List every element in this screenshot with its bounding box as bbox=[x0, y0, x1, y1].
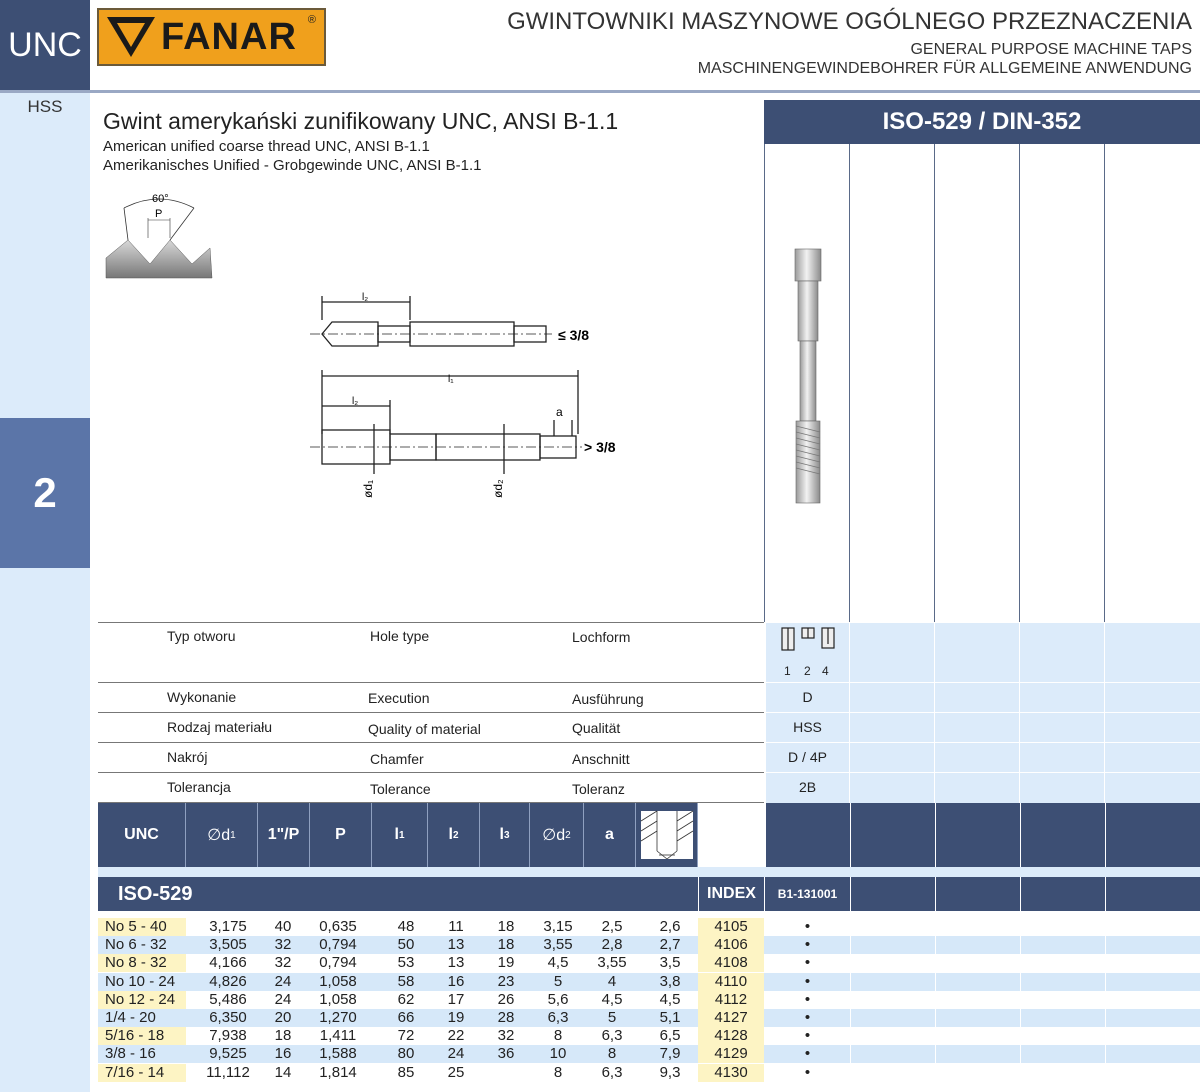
col-header-tpi: 1"/P bbox=[258, 803, 310, 867]
row-divider bbox=[1105, 1027, 1106, 1045]
cell-avail: • bbox=[804, 972, 811, 990]
cell-d2: 8 bbox=[553, 1027, 563, 1045]
row-divider bbox=[935, 1027, 936, 1045]
cell-a: 8 bbox=[607, 1045, 617, 1063]
small-tap-note: ≤ 3/8 bbox=[558, 327, 590, 343]
cell-l1: 72 bbox=[397, 1027, 415, 1045]
property-value: D bbox=[802, 689, 813, 705]
cell-avail: • bbox=[804, 990, 811, 1008]
column-divider bbox=[849, 144, 850, 622]
cell-tpi: 20 bbox=[274, 1009, 292, 1026]
cell-drill: 3,5 bbox=[659, 954, 681, 972]
standard-header: ISO-529 / DIN-352 bbox=[764, 100, 1200, 144]
cell-a: 4,5 bbox=[601, 990, 623, 1008]
row-divider bbox=[1020, 954, 1021, 972]
page-subtitle-de: MASCHINENGEWINDEBOHRER FÜR ALLGEMEINE ANWENDUNG bbox=[697, 60, 1192, 77]
col-header-l3: l 3 bbox=[480, 803, 530, 867]
cell-drill: 2,7 bbox=[659, 936, 681, 954]
hole-type-1: 1 bbox=[784, 664, 791, 678]
row-divider bbox=[850, 936, 851, 954]
cell-d1: 9,525 bbox=[209, 1045, 247, 1063]
page-title: GWINTOWNIKI MASZYNOWE OGÓLNEGO PRZEZNACZENIA bbox=[507, 8, 1192, 35]
header-cell bbox=[1105, 877, 1200, 911]
cell-d1: 6,350 bbox=[209, 1009, 247, 1026]
thread-profile-diagram bbox=[104, 188, 214, 280]
table-row bbox=[98, 918, 1200, 936]
cell-l3: 28 bbox=[497, 1009, 515, 1026]
cell-avail: • bbox=[804, 1045, 811, 1063]
cell-p: 0,794 bbox=[319, 936, 357, 954]
registered-mark: ® bbox=[307, 14, 316, 26]
row-divider bbox=[1105, 1009, 1106, 1027]
property-value: D / 4P bbox=[788, 749, 827, 765]
cell-l3: 36 bbox=[497, 1045, 515, 1063]
property-value: 2B bbox=[798, 779, 817, 795]
iso-standard-label: ISO-529 bbox=[98, 877, 698, 911]
property-label-de: Lochform bbox=[572, 629, 631, 645]
property-label-pl: Typ otworu bbox=[167, 628, 236, 644]
property-value: HSS bbox=[793, 719, 822, 735]
cell-index: 4106 bbox=[714, 936, 748, 954]
cell-drill: 7,9 bbox=[659, 1045, 681, 1063]
cell-l2: 22 bbox=[447, 1027, 465, 1045]
table-row bbox=[98, 1045, 1200, 1063]
cell-unc: 1/4 - 20 bbox=[105, 1009, 156, 1026]
cell-index: 4112 bbox=[714, 990, 748, 1008]
cell-l3: 23 bbox=[497, 972, 515, 990]
l1-label: l₁ bbox=[448, 374, 454, 385]
row-divider bbox=[1105, 954, 1106, 972]
cell-tpi: 32 bbox=[274, 954, 292, 972]
value-hline bbox=[765, 742, 1200, 743]
cell-a: 2,8 bbox=[601, 936, 623, 954]
row-divider bbox=[1020, 1027, 1021, 1045]
row-divider bbox=[935, 954, 936, 972]
cell-l1: 62 bbox=[397, 990, 415, 1008]
property-divider bbox=[98, 772, 764, 773]
cell-avail: • bbox=[804, 954, 811, 972]
cell-index: 4108 bbox=[714, 954, 748, 972]
cell-unc: 5/16 - 18 bbox=[105, 1027, 165, 1045]
cell-d2: 3,15 bbox=[543, 918, 573, 935]
cell-p: 1,270 bbox=[319, 1009, 357, 1026]
tap-product-image bbox=[790, 246, 826, 508]
row-divider bbox=[1105, 973, 1106, 991]
series-label: UNC bbox=[0, 0, 90, 90]
d2-label: ød₂ bbox=[491, 479, 505, 498]
cell-p: 1,588 bbox=[319, 1045, 357, 1063]
section-subtitle-de: Amerikanisches Unified - Grobgewinde UNC, ANSI B-1.1 bbox=[103, 157, 482, 174]
property-label-de: Ausführung bbox=[572, 691, 644, 707]
pitch-label: P bbox=[155, 208, 163, 220]
value-divider bbox=[934, 623, 935, 803]
row-divider bbox=[850, 973, 851, 991]
sidebar-material: HSS bbox=[27, 97, 63, 116]
cell-unc: No 12 - 24 bbox=[105, 990, 176, 1008]
cell-index: 4129 bbox=[714, 1045, 748, 1063]
property-label-pl: Rodzaj materiału bbox=[167, 719, 273, 735]
cell-a: 2,5 bbox=[601, 918, 623, 935]
cell-l1: 48 bbox=[397, 918, 415, 935]
table-row bbox=[98, 1064, 1200, 1082]
column-divider bbox=[764, 144, 765, 622]
cell-a: 6,3 bbox=[601, 1027, 623, 1045]
header-cell bbox=[1105, 803, 1200, 867]
l2-label-large: l₂ bbox=[352, 396, 359, 407]
header-cell bbox=[935, 803, 1020, 867]
property-label-de: Toleranz bbox=[572, 781, 625, 797]
sidebar bbox=[0, 93, 90, 1092]
cell-l2: 17 bbox=[447, 990, 465, 1008]
row-divider bbox=[935, 973, 936, 991]
cell-index: 4110 bbox=[714, 972, 748, 990]
row-divider bbox=[1020, 991, 1021, 1009]
cell-unc: 7/16 - 14 bbox=[105, 1063, 165, 1081]
header-cell bbox=[850, 803, 935, 867]
row-divider bbox=[1020, 918, 1021, 936]
property-label-en: Execution bbox=[368, 690, 430, 706]
property-divider bbox=[98, 712, 764, 713]
cell-d2: 8 bbox=[553, 1063, 563, 1081]
cell-a: 6,3 bbox=[601, 1063, 623, 1081]
cell-p: 1,814 bbox=[319, 1063, 357, 1081]
cell-avail: • bbox=[804, 1027, 811, 1045]
row-divider bbox=[850, 1064, 851, 1082]
row-divider bbox=[850, 991, 851, 1009]
row-divider bbox=[1020, 1064, 1021, 1082]
cell-l1: 66 bbox=[397, 1009, 415, 1026]
cell-l3: 19 bbox=[497, 954, 515, 972]
col-header-a: a bbox=[584, 803, 636, 867]
table-row bbox=[98, 1027, 1200, 1045]
cell-l1: 50 bbox=[397, 936, 415, 954]
cell-a: 3,55 bbox=[597, 954, 627, 972]
row-divider bbox=[850, 1027, 851, 1045]
cell-d1: 5,486 bbox=[209, 990, 247, 1008]
cell-d1: 4,166 bbox=[209, 954, 247, 972]
value-hline bbox=[765, 772, 1200, 773]
row-divider bbox=[935, 918, 936, 936]
header-spacer bbox=[98, 867, 1200, 877]
header-divider bbox=[0, 90, 1200, 93]
row-divider bbox=[1020, 1045, 1021, 1063]
section-number: 2 bbox=[0, 418, 90, 568]
cell-tpi: 18 bbox=[274, 1027, 292, 1045]
property-label-en: Chamfer bbox=[370, 751, 424, 767]
cell-l1: 58 bbox=[397, 972, 415, 990]
property-divider bbox=[98, 742, 764, 743]
cell-l2: 13 bbox=[447, 954, 465, 972]
cell-a: 5 bbox=[607, 1009, 617, 1026]
cell-drill: 6,5 bbox=[659, 1027, 681, 1045]
col-header-l2: l 2 bbox=[428, 803, 480, 867]
hole-type-icons bbox=[778, 626, 838, 660]
col-header-l1: l 1 bbox=[372, 803, 428, 867]
header-cell bbox=[935, 877, 1020, 911]
row-divider bbox=[850, 954, 851, 972]
cell-l1: 80 bbox=[397, 1045, 415, 1063]
property-label-pl: Wykonanie bbox=[167, 689, 237, 705]
index-header: INDEX bbox=[698, 877, 764, 911]
cell-tpi: 32 bbox=[274, 936, 292, 954]
column-divider bbox=[1104, 144, 1105, 622]
cell-l2: 13 bbox=[447, 936, 465, 954]
cell-d2: 5,6 bbox=[547, 990, 569, 1008]
row-divider bbox=[1105, 936, 1106, 954]
drill-hole-icon bbox=[639, 807, 695, 863]
cell-index: 4130 bbox=[714, 1063, 748, 1081]
cell-avail: • bbox=[804, 936, 811, 954]
cell-d2: 10 bbox=[549, 1045, 567, 1063]
row-divider bbox=[935, 936, 936, 954]
value-divider bbox=[849, 623, 850, 803]
logo-v-icon bbox=[105, 15, 157, 59]
row-divider bbox=[1105, 991, 1106, 1009]
cell-l1: 85 bbox=[397, 1063, 415, 1081]
cell-p: 1,058 bbox=[319, 990, 357, 1008]
value-divider bbox=[1019, 623, 1020, 803]
cell-a: 4 bbox=[607, 972, 617, 990]
header-cell bbox=[1020, 877, 1105, 911]
cell-l2: 11 bbox=[448, 918, 464, 935]
hole-type-4: 4 bbox=[822, 664, 829, 678]
row-divider bbox=[1105, 918, 1106, 936]
cell-avail: • bbox=[804, 918, 811, 935]
table-row bbox=[98, 954, 1200, 972]
cell-tpi: 40 bbox=[274, 918, 292, 935]
cell-d1: 7,938 bbox=[209, 1027, 247, 1045]
table-row bbox=[98, 1009, 1200, 1027]
row-divider bbox=[1020, 1009, 1021, 1027]
column-divider bbox=[1019, 144, 1020, 622]
header-cell bbox=[850, 877, 935, 911]
col-header-d1: ∅d 1 bbox=[186, 803, 258, 867]
row-divider bbox=[1020, 973, 1021, 991]
cell-l1: 53 bbox=[397, 954, 415, 972]
col-header-d2: ∅d 2 bbox=[530, 803, 584, 867]
row-divider bbox=[935, 1045, 936, 1063]
cell-drill: 3,8 bbox=[659, 972, 681, 990]
cell-index: 4105 bbox=[714, 918, 748, 935]
cell-drill: 2,6 bbox=[659, 918, 681, 935]
property-divider bbox=[98, 682, 764, 683]
column-divider bbox=[934, 144, 935, 622]
property-label-de: Anschnitt bbox=[572, 751, 630, 767]
property-divider bbox=[98, 622, 764, 623]
cell-unc: No 8 - 32 bbox=[105, 954, 167, 972]
row-divider bbox=[1105, 1045, 1106, 1063]
a-label: a bbox=[556, 405, 563, 419]
cell-index: 4127 bbox=[714, 1009, 748, 1026]
property-label-en: Hole type bbox=[370, 628, 430, 644]
row-divider bbox=[850, 1045, 851, 1063]
row-divider bbox=[850, 1009, 851, 1027]
property-label-pl: Tolerancja bbox=[167, 779, 231, 795]
property-label-en: Tolerance bbox=[370, 781, 431, 797]
cell-l2: 19 bbox=[447, 1009, 465, 1026]
cell-drill: 5,1 bbox=[659, 1009, 681, 1026]
cell-d2: 6,3 bbox=[547, 1009, 569, 1026]
header-cell bbox=[765, 803, 850, 867]
table-row bbox=[98, 936, 1200, 954]
row-divider bbox=[935, 1009, 936, 1027]
angle-label: 60° bbox=[152, 193, 169, 205]
cell-tpi: 14 bbox=[274, 1063, 292, 1081]
cell-l3: 26 bbox=[497, 990, 515, 1008]
cell-tpi: 16 bbox=[274, 1045, 292, 1063]
cell-unc: No 10 - 24 bbox=[105, 972, 176, 990]
large-tap-note: > 3/8 bbox=[584, 439, 616, 455]
value-hline bbox=[765, 712, 1200, 713]
cell-p: 0,635 bbox=[319, 918, 357, 935]
cell-d1: 3,175 bbox=[209, 918, 247, 935]
cell-drill: 4,5 bbox=[659, 990, 681, 1008]
cell-d2: 4,5 bbox=[547, 954, 569, 972]
cell-drill: 9,3 bbox=[659, 1063, 681, 1081]
tap-dimension-drawing bbox=[300, 284, 620, 504]
cell-unc: 3/8 - 16 bbox=[105, 1045, 156, 1063]
row-divider bbox=[1020, 936, 1021, 954]
cell-l3: 18 bbox=[497, 918, 515, 935]
col-header-pitch: P bbox=[310, 803, 372, 867]
cell-d1: 3,505 bbox=[209, 936, 247, 954]
table-row bbox=[98, 991, 1200, 1009]
value-divider bbox=[1104, 623, 1105, 803]
cell-d2: 3,55 bbox=[543, 936, 573, 954]
cell-avail: • bbox=[804, 1009, 811, 1026]
section-subtitle-en: American unified coarse thread UNC, ANSI B-1.1 bbox=[103, 138, 430, 155]
cell-unc: No 5 - 40 bbox=[105, 918, 167, 935]
cell-l2: 24 bbox=[447, 1045, 465, 1063]
cell-d1: 11,112 bbox=[206, 1063, 250, 1081]
row-divider bbox=[935, 991, 936, 1009]
cell-avail: • bbox=[804, 1063, 811, 1081]
row-divider bbox=[850, 918, 851, 936]
header-cell bbox=[1020, 803, 1105, 867]
cell-p: 0,794 bbox=[319, 954, 357, 972]
row-divider bbox=[1105, 1064, 1106, 1082]
cell-l3: 18 bbox=[497, 936, 515, 954]
hole-type-2: 2 bbox=[804, 664, 811, 678]
cell-l2: 16 bbox=[447, 972, 465, 990]
value-hline bbox=[765, 682, 1200, 683]
d1-label: ød₁ bbox=[361, 479, 375, 498]
table-row bbox=[98, 973, 1200, 991]
cell-index: 4128 bbox=[714, 1027, 748, 1045]
property-label-pl: Nakrój bbox=[167, 749, 208, 765]
header-gap bbox=[698, 803, 764, 867]
cell-unc: No 6 - 32 bbox=[105, 936, 167, 954]
cell-p: 1,058 bbox=[319, 972, 357, 990]
cell-l3: 32 bbox=[497, 1027, 515, 1045]
cell-tpi: 24 bbox=[274, 990, 292, 1008]
col-header-unc: UNC bbox=[98, 803, 186, 867]
row-divider bbox=[935, 1064, 936, 1082]
col-header-drill bbox=[636, 803, 698, 867]
page-subtitle-en: GENERAL PURPOSE MACHINE TAPS bbox=[910, 41, 1192, 58]
property-label-en: Quality of material bbox=[368, 721, 481, 737]
brand-logo bbox=[97, 8, 326, 66]
cell-tpi: 24 bbox=[274, 972, 292, 990]
cell-d2: 5 bbox=[553, 972, 563, 990]
cell-l2: 25 bbox=[447, 1063, 465, 1081]
brand-name: FANAR bbox=[161, 15, 297, 58]
section-title: Gwint amerykański zunifikowany UNC, ANSI B-1.1 bbox=[103, 108, 619, 134]
cell-d1: 4,826 bbox=[209, 972, 247, 990]
l2-label-small: l₂ bbox=[362, 292, 369, 303]
product-code-header: B1-131001 bbox=[765, 877, 850, 911]
property-label-de: Qualität bbox=[572, 720, 621, 736]
cell-p: 1,411 bbox=[319, 1027, 357, 1045]
